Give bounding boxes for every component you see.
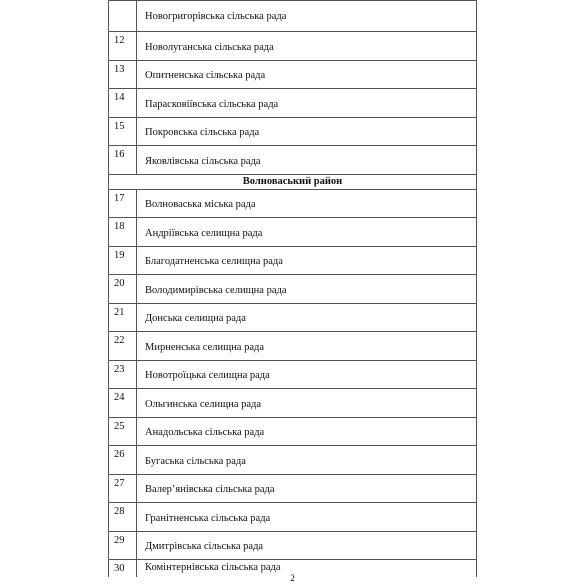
council-name-cell [137,503,477,532]
table-row [109,531,477,560]
row-number-cell [109,389,137,418]
council-name: Волноваська міська рада [145,199,256,210]
table-row [109,218,477,247]
row-number: 25 [114,420,125,432]
council-name-cell [137,332,477,361]
council-name: Мирненська селищна рада [145,341,264,353]
council-name: Гранітненська сільська рада [145,512,271,524]
row-number-cell [109,218,137,247]
row-number-cell [109,89,137,118]
row-number: 13 [114,63,125,75]
council-name-cell [137,146,477,175]
table-row [109,32,477,61]
table-row [109,446,477,475]
council-name: Валер’янівська сільська рада [145,484,275,495]
council-name: Новотроїцька селищна рада [145,370,270,381]
council-name: Парасковіївська сільська рада [145,98,279,110]
row-number-cell [109,332,137,361]
row-number: 26 [114,449,125,460]
council-name-cell [137,89,477,118]
council-name: Донська селищна рада [145,313,246,324]
council-name-cell [137,1,477,32]
council-name-cell [137,275,477,304]
council-name: Володимирівська селищна рада [145,284,287,296]
councils-table [108,0,477,577]
row-number-cell [109,117,137,146]
council-name-cell [137,189,477,218]
council-name-cell [137,303,477,332]
row-number: 15 [114,120,125,132]
council-name-cell [137,389,477,418]
row-number-cell [109,275,137,304]
row-number: 28 [114,506,125,517]
table-row [109,246,477,275]
row-number: 20 [114,278,125,289]
table-row [109,189,477,218]
row-number: 19 [114,249,125,261]
row-number-cell [109,360,137,389]
council-name-cell [137,117,477,146]
row-number-cell [109,446,137,475]
council-name-cell [137,474,477,503]
council-name: Ольгинська селищна рада [145,398,262,410]
row-number-cell [109,417,137,446]
council-name-cell [137,32,477,61]
row-number: 12 [114,35,125,46]
row-number-cell [109,503,137,532]
row-number-cell [109,146,137,175]
table-row [109,474,477,503]
council-name-cell [137,446,477,475]
table-row [109,275,477,304]
row-number: 27 [114,477,125,489]
council-name-cell [137,246,477,275]
council-name: Новолуганська сільська рада [145,41,274,53]
district-heading: Волноваський район [242,175,343,187]
council-name: Дмитрівська сільська рада [145,541,264,552]
row-number: 23 [114,363,125,375]
table-row [109,60,477,89]
district-heading-row [109,174,477,189]
council-name: Андріївська селищна рада [145,227,263,239]
row-number: 29 [114,534,125,546]
council-name-cell [137,218,477,247]
council-name-cell [137,60,477,89]
table-row [109,332,477,361]
council-name: Новогригорівська сільська рада [145,11,287,22]
council-name: Бугаська сільська рада [145,455,246,467]
row-number-cell [109,1,137,32]
row-number: 14 [114,92,125,103]
table-row [109,360,477,389]
table-row [109,1,477,32]
row-number: 21 [114,306,125,318]
council-name: Покровська сільська рада [145,127,260,138]
row-number: 16 [114,149,125,160]
district-heading-cell [109,174,477,189]
council-name: Комінтернівська сільська рада [145,562,281,573]
row-number: 24 [114,392,125,403]
council-name-cell [137,531,477,560]
council-name: Опитненська сільська рада [145,70,266,81]
row-number-cell [109,60,137,89]
row-number: 22 [114,335,125,346]
council-name-cell [137,360,477,389]
table-row [109,503,477,532]
table-row [109,417,477,446]
table-row [109,89,477,118]
table-row [109,117,477,146]
council-name: Анадольська сільська рада [145,427,265,438]
table-row [109,146,477,175]
row-number-cell [109,32,137,61]
row-number-cell [109,189,137,218]
row-number: 17 [114,192,125,204]
row-number-cell [109,246,137,275]
table-row [109,303,477,332]
council-name-cell [137,417,477,446]
row-number-cell [109,531,137,560]
page-number: 2 [290,573,295,583]
row-number-cell [109,474,137,503]
row-number: 30 [114,563,125,574]
council-name: Благодатненська селищна рада [145,256,283,267]
row-number-cell [109,303,137,332]
council-name: Яковлівська сільська рада [145,155,261,167]
table-row [109,389,477,418]
row-number [109,1,136,4]
row-number: 18 [114,221,125,232]
